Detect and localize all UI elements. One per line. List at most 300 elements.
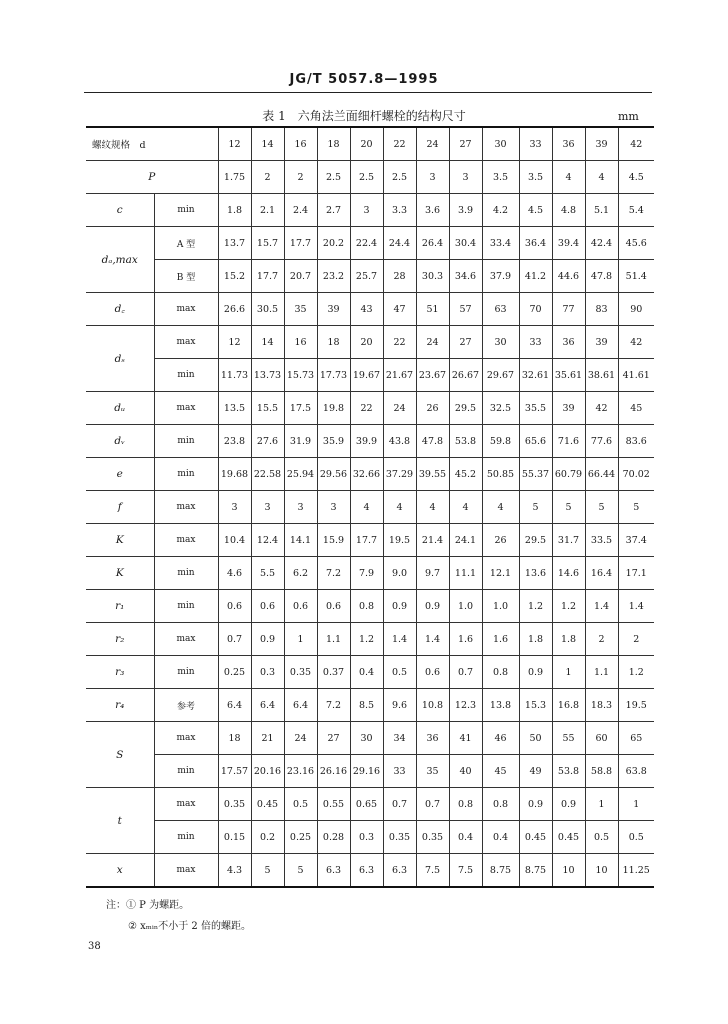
value-cell: 18 bbox=[317, 326, 350, 359]
row-label-cell: d꜀ bbox=[86, 293, 154, 326]
value-cell: 46 bbox=[482, 722, 519, 755]
value-cell: 1.2 bbox=[350, 623, 383, 656]
value-cell: 5 bbox=[519, 491, 552, 524]
value-cell: 15.3 bbox=[519, 689, 552, 722]
value-cell: 42 bbox=[618, 326, 654, 359]
footnote-2: ② xₘᵢₙ不小于 2 倍的螺距。 bbox=[128, 921, 251, 932]
row-qualifier-cell: min bbox=[154, 359, 218, 392]
value-cell: 4 bbox=[383, 491, 416, 524]
value-cell: 37.4 bbox=[618, 524, 654, 557]
row-qualifier-cell: min bbox=[154, 821, 218, 854]
value-cell: 7.5 bbox=[416, 854, 449, 888]
value-cell: 15.2 bbox=[218, 260, 251, 293]
value-cell: 19.67 bbox=[350, 359, 383, 392]
value-cell: 38.61 bbox=[585, 359, 618, 392]
size-header-cell: 36 bbox=[552, 127, 585, 161]
value-cell: 3.6 bbox=[416, 194, 449, 227]
value-cell: 5 bbox=[552, 491, 585, 524]
value-cell: 19.68 bbox=[218, 458, 251, 491]
value-cell: 70.02 bbox=[618, 458, 654, 491]
row-label-cell: r₂ bbox=[86, 623, 154, 656]
value-cell: 4 bbox=[416, 491, 449, 524]
value-cell: 2.5 bbox=[317, 161, 350, 194]
size-header-cell: 14 bbox=[251, 127, 284, 161]
value-cell: 24 bbox=[416, 326, 449, 359]
value-cell: 21 bbox=[251, 722, 284, 755]
value-cell: 31.7 bbox=[552, 524, 585, 557]
value-cell: 0.5 bbox=[618, 821, 654, 854]
value-cell: 26.4 bbox=[416, 227, 449, 260]
value-cell: 0.8 bbox=[350, 590, 383, 623]
value-cell: 44.6 bbox=[552, 260, 585, 293]
value-cell: 17.7 bbox=[350, 524, 383, 557]
value-cell: 7.5 bbox=[449, 854, 482, 888]
table-row bbox=[86, 590, 654, 623]
value-cell: 15.9 bbox=[317, 524, 350, 557]
value-cell: 59.8 bbox=[482, 425, 519, 458]
value-cell: 53.8 bbox=[449, 425, 482, 458]
value-cell: 1.2 bbox=[519, 590, 552, 623]
value-cell: 11.73 bbox=[218, 359, 251, 392]
header-rule bbox=[84, 92, 652, 93]
value-cell: 4 bbox=[350, 491, 383, 524]
value-cell: 1.4 bbox=[416, 623, 449, 656]
value-cell: 1.4 bbox=[585, 590, 618, 623]
value-cell: 0.9 bbox=[383, 590, 416, 623]
value-cell: 2.5 bbox=[350, 161, 383, 194]
value-cell: 77 bbox=[552, 293, 585, 326]
value-cell: 25.7 bbox=[350, 260, 383, 293]
value-cell: 3 bbox=[284, 491, 317, 524]
value-cell: 29.5 bbox=[449, 392, 482, 425]
value-cell: 41.61 bbox=[618, 359, 654, 392]
value-cell: 0.2 bbox=[251, 821, 284, 854]
value-cell: 0.9 bbox=[251, 623, 284, 656]
value-cell: 0.25 bbox=[218, 656, 251, 689]
value-cell: 22.4 bbox=[350, 227, 383, 260]
value-cell: 35.61 bbox=[552, 359, 585, 392]
value-cell: 1.0 bbox=[482, 590, 519, 623]
value-cell: 0.25 bbox=[284, 821, 317, 854]
row-label-cell: dᵥ bbox=[86, 425, 154, 458]
value-cell: 17.7 bbox=[284, 227, 317, 260]
value-cell: 45 bbox=[618, 392, 654, 425]
value-cell: 18 bbox=[218, 722, 251, 755]
value-cell: 1.1 bbox=[585, 656, 618, 689]
row-qualifier-cell: min bbox=[154, 194, 218, 227]
value-cell: 3 bbox=[251, 491, 284, 524]
value-cell: 0.35 bbox=[416, 821, 449, 854]
value-cell: 36 bbox=[552, 326, 585, 359]
value-cell: 30 bbox=[482, 326, 519, 359]
value-cell: 77.6 bbox=[585, 425, 618, 458]
table-row bbox=[86, 854, 654, 888]
table-row bbox=[86, 161, 654, 194]
value-cell: 58.8 bbox=[585, 755, 618, 788]
row-qualifier-cell: max bbox=[154, 722, 218, 755]
value-cell: 19.5 bbox=[383, 524, 416, 557]
value-cell: 24 bbox=[284, 722, 317, 755]
value-cell: 4.5 bbox=[618, 161, 654, 194]
table-row bbox=[86, 656, 654, 689]
value-cell: 66.44 bbox=[585, 458, 618, 491]
value-cell: 27.6 bbox=[251, 425, 284, 458]
row-label-cell: r₃ bbox=[86, 656, 154, 689]
row-label-cell: dₛ bbox=[86, 326, 154, 392]
value-cell: 3.9 bbox=[449, 194, 482, 227]
value-cell: 83 bbox=[585, 293, 618, 326]
row-label-cell: c bbox=[86, 194, 154, 227]
value-cell: 19.8 bbox=[317, 392, 350, 425]
value-cell: 3 bbox=[317, 491, 350, 524]
value-cell: 0.35 bbox=[383, 821, 416, 854]
value-cell: 19.5 bbox=[618, 689, 654, 722]
value-cell: 5.5 bbox=[251, 557, 284, 590]
row-qualifier-cell: 参考 bbox=[154, 689, 218, 722]
value-cell: 26.67 bbox=[449, 359, 482, 392]
row-label-cell: f bbox=[86, 491, 154, 524]
row-qualifier-cell: A 型 bbox=[154, 227, 218, 260]
value-cell: 71.6 bbox=[552, 425, 585, 458]
value-cell: 6.3 bbox=[383, 854, 416, 888]
value-cell: 26.6 bbox=[218, 293, 251, 326]
value-cell: 2 bbox=[284, 161, 317, 194]
row-qualifier-cell: min bbox=[154, 590, 218, 623]
size-header-cell: 30 bbox=[482, 127, 519, 161]
value-cell: 10.4 bbox=[218, 524, 251, 557]
size-header-cell: 42 bbox=[618, 127, 654, 161]
value-cell: 35 bbox=[284, 293, 317, 326]
value-cell: 2 bbox=[251, 161, 284, 194]
row-qualifier-cell: min bbox=[154, 755, 218, 788]
value-cell: 6.3 bbox=[317, 854, 350, 888]
footnote-1: 注：① P 为螺距。 bbox=[106, 900, 190, 911]
value-cell: 24 bbox=[383, 392, 416, 425]
value-cell: 16 bbox=[284, 326, 317, 359]
value-cell: 3 bbox=[218, 491, 251, 524]
value-cell: 16.8 bbox=[552, 689, 585, 722]
value-cell: 0.7 bbox=[449, 656, 482, 689]
value-cell: 9.7 bbox=[416, 557, 449, 590]
value-cell: 23.2 bbox=[317, 260, 350, 293]
value-cell: 0.6 bbox=[218, 590, 251, 623]
value-cell: 39 bbox=[317, 293, 350, 326]
table-row bbox=[86, 326, 654, 359]
value-cell: 0.7 bbox=[218, 623, 251, 656]
size-header-cell: 12 bbox=[218, 127, 251, 161]
value-cell: 15.73 bbox=[284, 359, 317, 392]
value-cell: 26 bbox=[416, 392, 449, 425]
value-cell: 39.9 bbox=[350, 425, 383, 458]
value-cell: 6.3 bbox=[350, 854, 383, 888]
value-cell: 31.9 bbox=[284, 425, 317, 458]
value-cell: 1 bbox=[284, 623, 317, 656]
value-cell: 0.8 bbox=[449, 788, 482, 821]
row-label-cell: e bbox=[86, 458, 154, 491]
value-cell: 17.73 bbox=[317, 359, 350, 392]
value-cell: 5 bbox=[618, 491, 654, 524]
value-cell: 1 bbox=[585, 788, 618, 821]
value-cell: 14.6 bbox=[552, 557, 585, 590]
value-cell: 4 bbox=[482, 491, 519, 524]
value-cell: 50 bbox=[519, 722, 552, 755]
value-cell: 0.45 bbox=[519, 821, 552, 854]
row-label-cell: dₐ,max bbox=[86, 227, 154, 293]
value-cell: 3 bbox=[449, 161, 482, 194]
value-cell: 33 bbox=[519, 326, 552, 359]
value-cell: 0.4 bbox=[482, 821, 519, 854]
value-cell: 13.73 bbox=[251, 359, 284, 392]
value-cell: 33.4 bbox=[482, 227, 519, 260]
value-cell: 17.1 bbox=[618, 557, 654, 590]
value-cell: 21.4 bbox=[416, 524, 449, 557]
value-cell: 0.35 bbox=[218, 788, 251, 821]
value-cell: 47.8 bbox=[416, 425, 449, 458]
value-cell: 4 bbox=[552, 161, 585, 194]
value-cell: 6.4 bbox=[284, 689, 317, 722]
table-row bbox=[86, 557, 654, 590]
value-cell: 30.3 bbox=[416, 260, 449, 293]
value-cell: 63.8 bbox=[618, 755, 654, 788]
value-cell: 39 bbox=[552, 392, 585, 425]
value-cell: 1.1 bbox=[317, 623, 350, 656]
value-cell: 0.9 bbox=[519, 656, 552, 689]
value-cell: 2.5 bbox=[383, 161, 416, 194]
value-cell: 0.45 bbox=[552, 821, 585, 854]
value-cell: 11.25 bbox=[618, 854, 654, 888]
value-cell: 12.3 bbox=[449, 689, 482, 722]
value-cell: 55 bbox=[552, 722, 585, 755]
size-header-cell: 22 bbox=[383, 127, 416, 161]
value-cell: 63 bbox=[482, 293, 519, 326]
value-cell: 23.16 bbox=[284, 755, 317, 788]
table-row bbox=[86, 359, 654, 392]
table-caption: 表 1 六角法兰面细杆螺栓的结构尺寸 bbox=[262, 109, 466, 123]
value-cell: 37.9 bbox=[482, 260, 519, 293]
value-cell: 14.1 bbox=[284, 524, 317, 557]
value-cell: 1.0 bbox=[449, 590, 482, 623]
value-cell: 10.8 bbox=[416, 689, 449, 722]
table-row bbox=[86, 227, 654, 260]
value-cell: 60.79 bbox=[552, 458, 585, 491]
value-cell: 17.7 bbox=[251, 260, 284, 293]
size-header-cell: 33 bbox=[519, 127, 552, 161]
value-cell: 0.3 bbox=[350, 821, 383, 854]
table-header-row bbox=[86, 127, 654, 161]
value-cell: 45.2 bbox=[449, 458, 482, 491]
value-cell: 4.3 bbox=[218, 854, 251, 888]
value-cell: 0.15 bbox=[218, 821, 251, 854]
value-cell: 0.9 bbox=[519, 788, 552, 821]
value-cell: 7.2 bbox=[317, 557, 350, 590]
value-cell: 0.28 bbox=[317, 821, 350, 854]
value-cell: 13.7 bbox=[218, 227, 251, 260]
value-cell: 53.8 bbox=[552, 755, 585, 788]
value-cell: 23.67 bbox=[416, 359, 449, 392]
value-cell: 22 bbox=[383, 326, 416, 359]
row-label-cell: x bbox=[86, 854, 154, 888]
value-cell: 4 bbox=[449, 491, 482, 524]
dimension-table bbox=[86, 126, 654, 888]
row-label-cell: S bbox=[86, 722, 154, 788]
table-row bbox=[86, 194, 654, 227]
header-label-cell: 螺纹规格 d bbox=[86, 127, 218, 161]
value-cell: 12.4 bbox=[251, 524, 284, 557]
value-cell: 27 bbox=[317, 722, 350, 755]
value-cell: 0.5 bbox=[383, 656, 416, 689]
value-cell: 20.16 bbox=[251, 755, 284, 788]
value-cell: 1.8 bbox=[218, 194, 251, 227]
value-cell: 42.4 bbox=[585, 227, 618, 260]
value-cell: 5 bbox=[585, 491, 618, 524]
value-cell: 1.8 bbox=[552, 623, 585, 656]
value-cell: 33.5 bbox=[585, 524, 618, 557]
value-cell: 42 bbox=[585, 392, 618, 425]
row-qualifier-cell: max bbox=[154, 788, 218, 821]
value-cell: 32.61 bbox=[519, 359, 552, 392]
value-cell: 0.3 bbox=[251, 656, 284, 689]
table-row bbox=[86, 458, 654, 491]
table-row bbox=[86, 392, 654, 425]
value-cell: 0.6 bbox=[317, 590, 350, 623]
value-cell: 0.5 bbox=[284, 788, 317, 821]
value-cell: 0.7 bbox=[416, 788, 449, 821]
row-qualifier-cell: max bbox=[154, 854, 218, 888]
value-cell: 29.5 bbox=[519, 524, 552, 557]
row-qualifier-cell: min bbox=[154, 557, 218, 590]
value-cell: 2 bbox=[585, 623, 618, 656]
value-cell: 13.6 bbox=[519, 557, 552, 590]
row-qualifier-cell: max bbox=[154, 491, 218, 524]
value-cell: 15.5 bbox=[251, 392, 284, 425]
value-cell: 13.5 bbox=[218, 392, 251, 425]
value-cell: 50.85 bbox=[482, 458, 519, 491]
value-cell: 3.3 bbox=[383, 194, 416, 227]
value-cell: 14 bbox=[251, 326, 284, 359]
value-cell: 0.55 bbox=[317, 788, 350, 821]
value-cell: 0.9 bbox=[416, 590, 449, 623]
value-cell: 35 bbox=[416, 755, 449, 788]
value-cell: 9.0 bbox=[383, 557, 416, 590]
value-cell: 41 bbox=[449, 722, 482, 755]
row-qualifier-cell: min bbox=[154, 425, 218, 458]
value-cell: 1.2 bbox=[552, 590, 585, 623]
value-cell: 6.4 bbox=[218, 689, 251, 722]
value-cell: 10 bbox=[552, 854, 585, 888]
value-cell: 51 bbox=[416, 293, 449, 326]
value-cell: 3 bbox=[416, 161, 449, 194]
value-cell: 28 bbox=[383, 260, 416, 293]
value-cell: 55.37 bbox=[519, 458, 552, 491]
value-cell: 17.57 bbox=[218, 755, 251, 788]
value-cell: 30.4 bbox=[449, 227, 482, 260]
value-cell: 43 bbox=[350, 293, 383, 326]
value-cell: 90 bbox=[618, 293, 654, 326]
value-cell: 41.2 bbox=[519, 260, 552, 293]
value-cell: 32.5 bbox=[482, 392, 519, 425]
value-cell: 26.16 bbox=[317, 755, 350, 788]
value-cell: 16.4 bbox=[585, 557, 618, 590]
value-cell: 83.6 bbox=[618, 425, 654, 458]
value-cell: 39 bbox=[585, 326, 618, 359]
value-cell: 5 bbox=[284, 854, 317, 888]
value-cell: 0.4 bbox=[350, 656, 383, 689]
value-cell: 30.5 bbox=[251, 293, 284, 326]
value-cell: 3.5 bbox=[482, 161, 519, 194]
value-cell: 4.2 bbox=[482, 194, 519, 227]
size-header-cell: 18 bbox=[317, 127, 350, 161]
value-cell: 7.9 bbox=[350, 557, 383, 590]
value-cell: 8.5 bbox=[350, 689, 383, 722]
size-header-cell: 39 bbox=[585, 127, 618, 161]
value-cell: 4.8 bbox=[552, 194, 585, 227]
value-cell: 9.6 bbox=[383, 689, 416, 722]
value-cell: 43.8 bbox=[383, 425, 416, 458]
value-cell: 5 bbox=[251, 854, 284, 888]
value-cell: 35.5 bbox=[519, 392, 552, 425]
size-header-cell: 16 bbox=[284, 127, 317, 161]
value-cell: 26 bbox=[482, 524, 519, 557]
value-cell: 0.8 bbox=[482, 788, 519, 821]
value-cell: 32.66 bbox=[350, 458, 383, 491]
value-cell: 4.6 bbox=[218, 557, 251, 590]
value-cell: 11.1 bbox=[449, 557, 482, 590]
value-cell: 22 bbox=[350, 392, 383, 425]
value-cell: 24.1 bbox=[449, 524, 482, 557]
value-cell: 45.6 bbox=[618, 227, 654, 260]
value-cell: 4.5 bbox=[519, 194, 552, 227]
value-cell: 30 bbox=[350, 722, 383, 755]
value-cell: 10 bbox=[585, 854, 618, 888]
row-qualifier-cell: min bbox=[154, 656, 218, 689]
table-row bbox=[86, 293, 654, 326]
value-cell: 13.8 bbox=[482, 689, 519, 722]
value-cell: 34 bbox=[383, 722, 416, 755]
value-cell: 2.4 bbox=[284, 194, 317, 227]
row-qualifier-cell: max bbox=[154, 326, 218, 359]
row-label-cell: K bbox=[86, 557, 154, 590]
value-cell: 2 bbox=[618, 623, 654, 656]
value-cell: 0.6 bbox=[416, 656, 449, 689]
value-cell: 0.65 bbox=[350, 788, 383, 821]
value-cell: 20.7 bbox=[284, 260, 317, 293]
value-cell: 7.2 bbox=[317, 689, 350, 722]
value-cell: 25.94 bbox=[284, 458, 317, 491]
row-label-cell: r₁ bbox=[86, 590, 154, 623]
value-cell: 70 bbox=[519, 293, 552, 326]
table-row bbox=[86, 821, 654, 854]
row-qualifier-cell: max bbox=[154, 293, 218, 326]
unit-label: mm bbox=[618, 110, 639, 123]
value-cell: 39.4 bbox=[552, 227, 585, 260]
value-cell: 45 bbox=[482, 755, 519, 788]
size-header-cell: 20 bbox=[350, 127, 383, 161]
row-label-cell: dᵤ bbox=[86, 392, 154, 425]
value-cell: 47 bbox=[383, 293, 416, 326]
value-cell: 18.3 bbox=[585, 689, 618, 722]
table-row bbox=[86, 722, 654, 755]
value-cell: 29.67 bbox=[482, 359, 519, 392]
size-header-cell: 24 bbox=[416, 127, 449, 161]
value-cell: 1 bbox=[618, 788, 654, 821]
value-cell: 29.56 bbox=[317, 458, 350, 491]
table-row bbox=[86, 524, 654, 557]
row-label-cell: P bbox=[86, 161, 218, 194]
value-cell: 36.4 bbox=[519, 227, 552, 260]
value-cell: 1.6 bbox=[449, 623, 482, 656]
value-cell: 34.6 bbox=[449, 260, 482, 293]
row-label-cell: r₄ bbox=[86, 689, 154, 722]
